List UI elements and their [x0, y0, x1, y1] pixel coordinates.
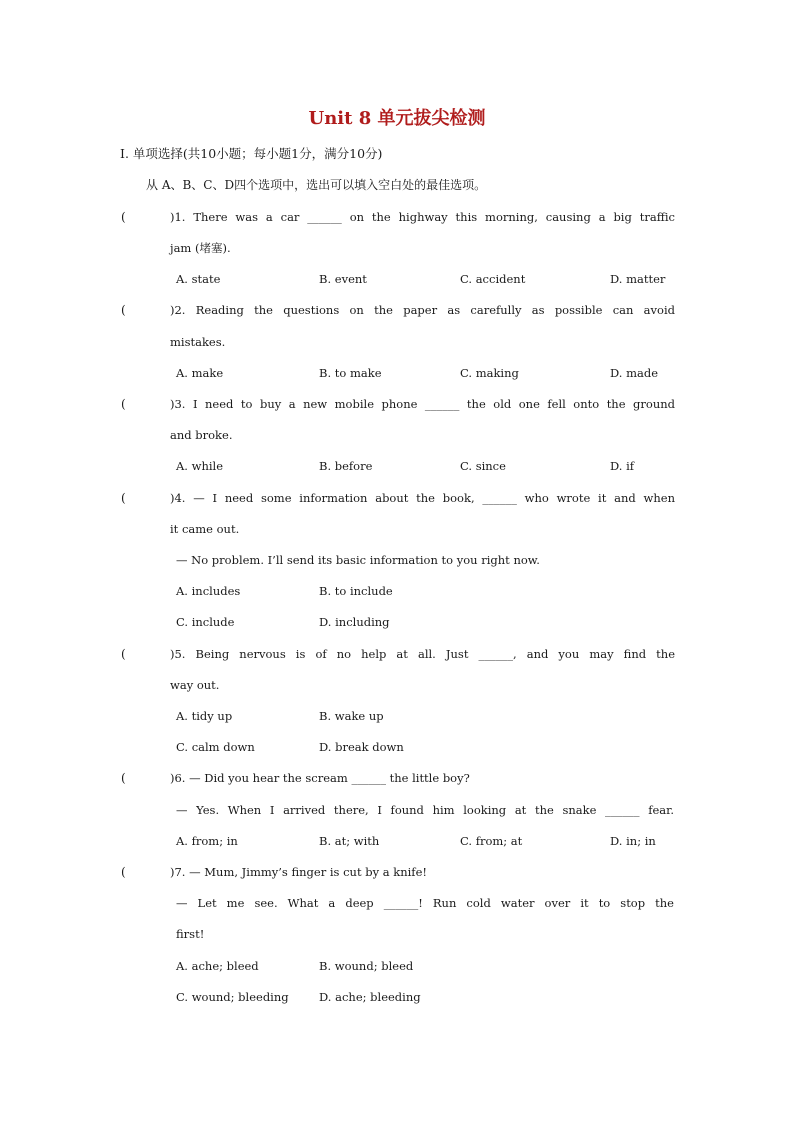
option-c: C. from; at — [460, 834, 523, 848]
question-text-continued: mistakes. — [170, 335, 226, 349]
answer-paren: ( — [121, 647, 126, 661]
question-text-continued: jam (堵塞). — [170, 241, 231, 255]
option-c: C. accident — [460, 272, 526, 286]
answer-paren: ( — [121, 865, 126, 879]
option-d: D. made — [610, 366, 659, 380]
page-title: Unit 8 单元拔尖检测 — [308, 108, 486, 129]
option-b: B. at; with — [319, 834, 380, 848]
question-text: )5. Being nervous is of no help at all. Just ______, and you may find the — [170, 647, 675, 661]
option-d: D. break down — [319, 740, 404, 754]
section-instruction: 从 A、B、C、D四个选项中，选出可以填入空白处的最佳选项。 — [146, 178, 487, 192]
question-text: )1. There was a car ______ on the highway this morning, causing a big traffic — [170, 210, 675, 224]
option-d: D. ache; bleeding — [319, 990, 421, 1004]
option-a: A. state — [176, 272, 221, 286]
option-b: B. before — [319, 459, 373, 473]
option-c: C. making — [460, 366, 519, 380]
option-d: D. including — [319, 615, 390, 629]
option-d: D. matter — [610, 272, 666, 286]
option-d: D. if — [610, 459, 635, 473]
option-b: B. wake up — [319, 709, 384, 723]
option-a: A. tidy up — [176, 709, 233, 723]
dialog-reply: — Let me see. What a deep ______! Run cold water over it to stop the — [176, 896, 674, 910]
option-d: D. in; in — [610, 834, 656, 848]
option-a: A. while — [176, 459, 224, 473]
option-c: C. include — [176, 615, 235, 629]
option-b: B. to make — [319, 366, 382, 380]
option-c: C. calm down — [176, 740, 255, 754]
answer-paren: ( — [121, 491, 126, 505]
question-text: )2. Reading the questions on the paper as carefully as possible can avoid — [170, 303, 675, 317]
question-text-continued: it came out. — [170, 522, 240, 536]
question-text-continued: way out. — [170, 678, 220, 692]
answer-paren: ( — [121, 771, 126, 785]
question-text: )6. — Did you hear the scream ______ the little boy? — [170, 771, 470, 785]
question-text: )7. — Mum, Jimmy’s finger is cut by a knife! — [170, 865, 427, 879]
dialog-reply: — Yes. When I arrived there, I found him looking at the snake ______ fear. — [176, 803, 674, 817]
answer-paren: ( — [121, 210, 126, 224]
question-text: )4. — I need some information about the book, ______ who wrote it and when — [170, 491, 675, 505]
section-heading: I. 单项选择(共10小题；每小题1分，满分10分) — [120, 146, 383, 161]
option-a: A. from; in — [176, 834, 238, 848]
option-a: A. make — [176, 366, 224, 380]
question-text-continued: and broke. — [170, 428, 233, 442]
answer-paren: ( — [121, 303, 126, 317]
option-b: B. to include — [319, 584, 393, 598]
option-b: B. wound; bleed — [319, 959, 414, 973]
answer-paren: ( — [121, 397, 126, 411]
option-b: B. event — [319, 272, 367, 286]
option-a: A. includes — [176, 584, 241, 598]
option-c: C. wound; bleeding — [176, 990, 289, 1004]
dialog-reply: — No problem. I’ll send its basic information to you right now. — [176, 553, 540, 567]
question-text: )3. I need to buy a new mobile phone ______ the old one fell onto the ground — [170, 397, 675, 411]
dialog-reply-continued: first! — [176, 927, 205, 941]
option-c: C. since — [460, 459, 506, 473]
option-a: A. ache; bleed — [176, 959, 259, 973]
